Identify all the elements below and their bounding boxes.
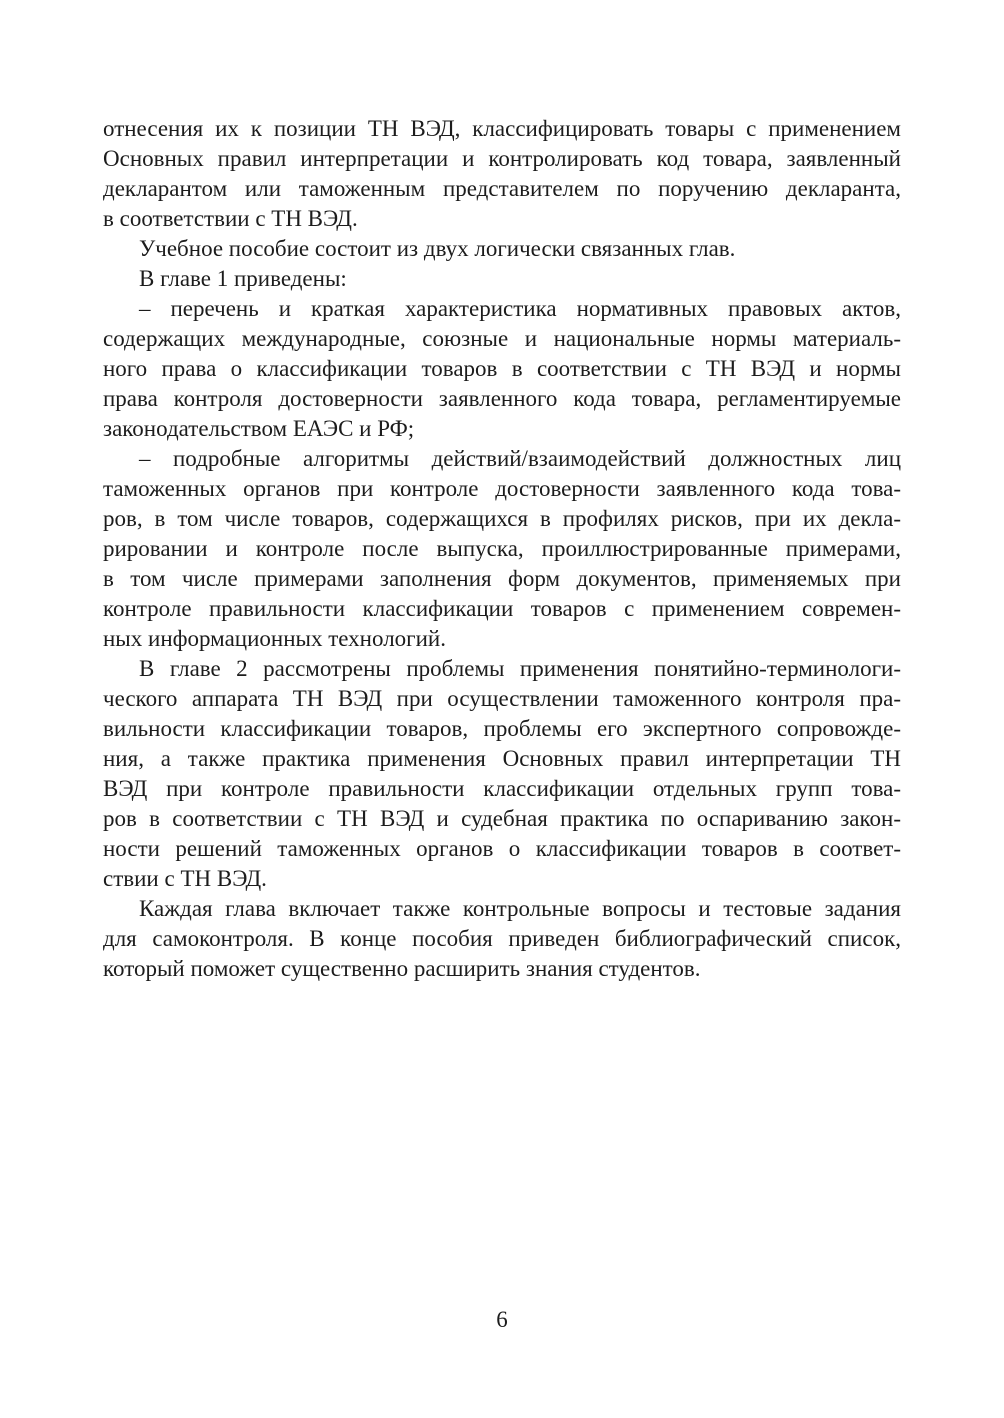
text-line: ния, а также практика применения Основных правил интерпретации ТН — [103, 746, 901, 771]
text-line: декларантом или таможенным представителем по поручению декларанта, — [103, 176, 901, 201]
text-line: ного права о классификации товаров в соответствии с ТН ВЭД и нормы — [103, 356, 901, 381]
text-line: права контроля достоверности заявленного кода товара, регламентируемые — [103, 386, 901, 411]
text-line: вильности классификации товаров, проблемы его экспертного сопровожде- — [103, 716, 901, 741]
text-line: В главе 2 рассмотрены проблемы применения понятийно-терминологи- — [139, 656, 901, 681]
text-line: ческого аппарата ТН ВЭД при осуществлении таможенного контроля пра- — [103, 686, 901, 711]
text-line: ных информационных технологий. — [103, 626, 446, 651]
text-line: рировании и контроле после выпуска, проиллюстрированные примерами, — [103, 536, 901, 561]
page-number: 6 — [496, 1307, 508, 1332]
text-line: ров в соответствии с ТН ВЭД и судебная практика по оспариванию закон- — [103, 806, 901, 831]
text-line: В главе 1 приведены: — [139, 266, 347, 291]
text-line: который поможет существенно расширить знания студентов. — [103, 956, 701, 981]
text-line: законодательством ЕАЭС и РФ; — [103, 416, 415, 441]
text-line: ВЭД при контроле правильности классификации отдельных групп това- — [103, 776, 901, 801]
text-line: ствии с ТН ВЭД. — [103, 866, 267, 891]
text-line: содержащих международные, союзные и национальные нормы материаль- — [103, 326, 901, 351]
text-line: в соответствии с ТН ВЭД. — [103, 206, 358, 231]
body-text — [103, 114, 901, 984]
text-line: Основных правил интерпретации и контролировать код товара, заявленный — [103, 146, 901, 171]
text-line: – подробные алгоритмы действий/взаимодействий должностных лиц — [139, 446, 901, 471]
text-line: ров, в том числе товаров, содержащихся в профилях рисков, при их декла- — [103, 506, 901, 531]
text-line: таможенных органов при контроле достоверности заявленного кода това- — [103, 476, 901, 501]
text-line: контроле правильности классификации товаров с применением современ- — [103, 596, 901, 621]
text-line: отнесения их к позиции ТН ВЭД, классифицировать товары с применением — [103, 116, 901, 141]
text-line: ности решений таможенных органов о классификации товаров в соответ- — [103, 836, 901, 861]
text-line: Учебное пособие состоит из двух логически связанных глав. — [139, 236, 736, 261]
text-line: – перечень и краткая характеристика нормативных правовых актов, — [139, 296, 901, 321]
text-line: для самоконтроля. В конце пособия приведен библиографический список, — [103, 926, 901, 951]
text-line: Каждая глава включает также контрольные вопросы и тестовые задания — [139, 896, 901, 921]
text-line: в том числе примерами заполнения форм документов, применяемых при — [103, 566, 901, 591]
